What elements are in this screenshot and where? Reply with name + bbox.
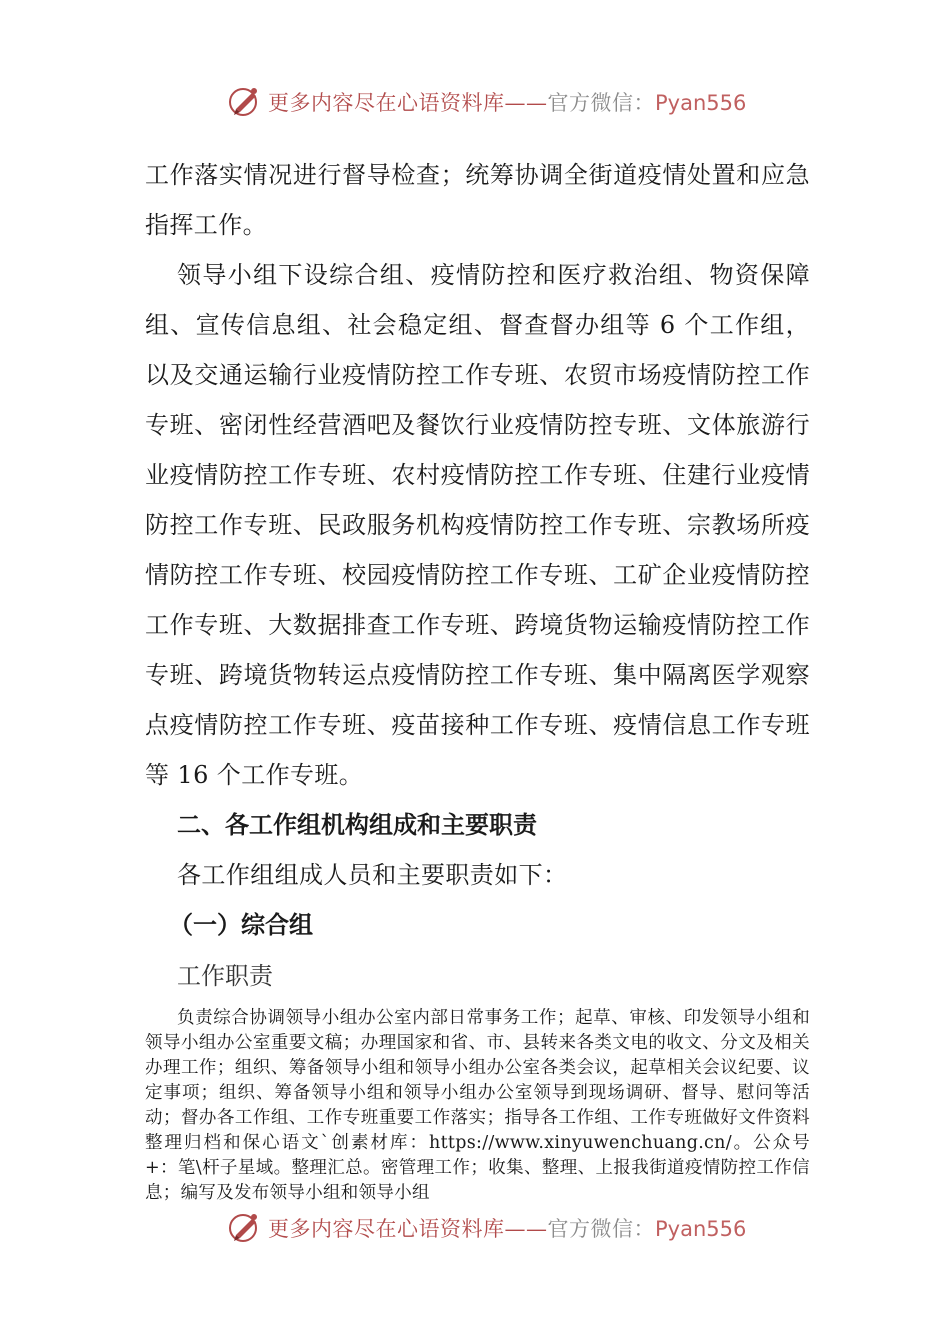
wechat-id: Pyan556	[655, 1217, 747, 1241]
paragraph-continuation: 工作落实情况进行督导检查；统筹协调全街道疫情处置和应急指挥工作。	[145, 161, 810, 239]
subsection-heading: （一）综合组	[169, 911, 313, 939]
header-watermark-banner	[228, 82, 748, 122]
banner-separator: ——	[504, 1217, 548, 1241]
pen-logo-icon	[228, 1211, 262, 1245]
official-wechat-label: 官方微信：	[547, 1217, 655, 1241]
footer-watermark-banner	[228, 1208, 748, 1248]
paragraph-intro: 各工作组组成人员和主要职责如下：	[177, 861, 568, 889]
duties-paragraph: 负责综合协调领导小组办公室内部日常事务工作；起草、审核、印发领导小组和领导小组办公室重要文稿；办理国家和省、市、县转来各类文电的收文、分文及相关办理工作；组织、筹备领导小组和领导小组办公室各类会议，起草相关会议纪要、议定事项；组织、筹备领导小组和领导小组办公室领导到现场调研、督导、慰问等活动；督办各工作组、工作专班重要工作落实；指导各工作组、工作专班做好文件资料整理归档和保心语文`创素材库：https://www.xinyuwenchuang.cn/。公众号+：笔\杆子星域。整理汇总。密管理工作；收集、整理、上报我街道疫情防控工作信息；编写及发布领导小组和领导小组	[145, 1008, 810, 1203]
wechat-id: Pyan556	[655, 91, 747, 115]
document-body	[145, 150, 810, 1206]
section-heading: 二、各工作组机构组成和主要职责	[177, 811, 537, 839]
promo-text: 更多内容尽在心语资料库	[268, 1217, 505, 1241]
official-wechat-label: 官方微信：	[547, 91, 655, 115]
duties-label: 工作职责	[177, 962, 273, 990]
banner-separator: ——	[504, 91, 548, 115]
paragraph-working-groups: 领导小组下设综合组、疫情防控和医疗救治组、物资保障组、宣传信息组、社会稳定组、督查督办组等 6 个工作组，以及交通运输行业疫情防控工作专班、农贸市场疫情防控工作专班、密闭性经营酒吧及餐饮行业疫情防控专班、文体旅游行业疫情防控工作专班、农村疫情防控工作专班、住建行业疫情防控工作专班、民政服务机构疫情防控工作专班、宗教场所疫情防控工作专班、校园疫情防控工作专班、工矿企业疫情防控工作专班、大数据排查工作专班、跨境货物运输疫情防控工作专班、跨境货物转运点疫情防控工作专班、集中隔离医学观察点疫情防控工作专班、疫苗接种工作专班、疫情信息工作专班等 16 个工作专班。	[145, 261, 810, 789]
promo-text: 更多内容尽在心语资料库	[268, 91, 505, 115]
pen-logo-icon	[228, 85, 262, 119]
